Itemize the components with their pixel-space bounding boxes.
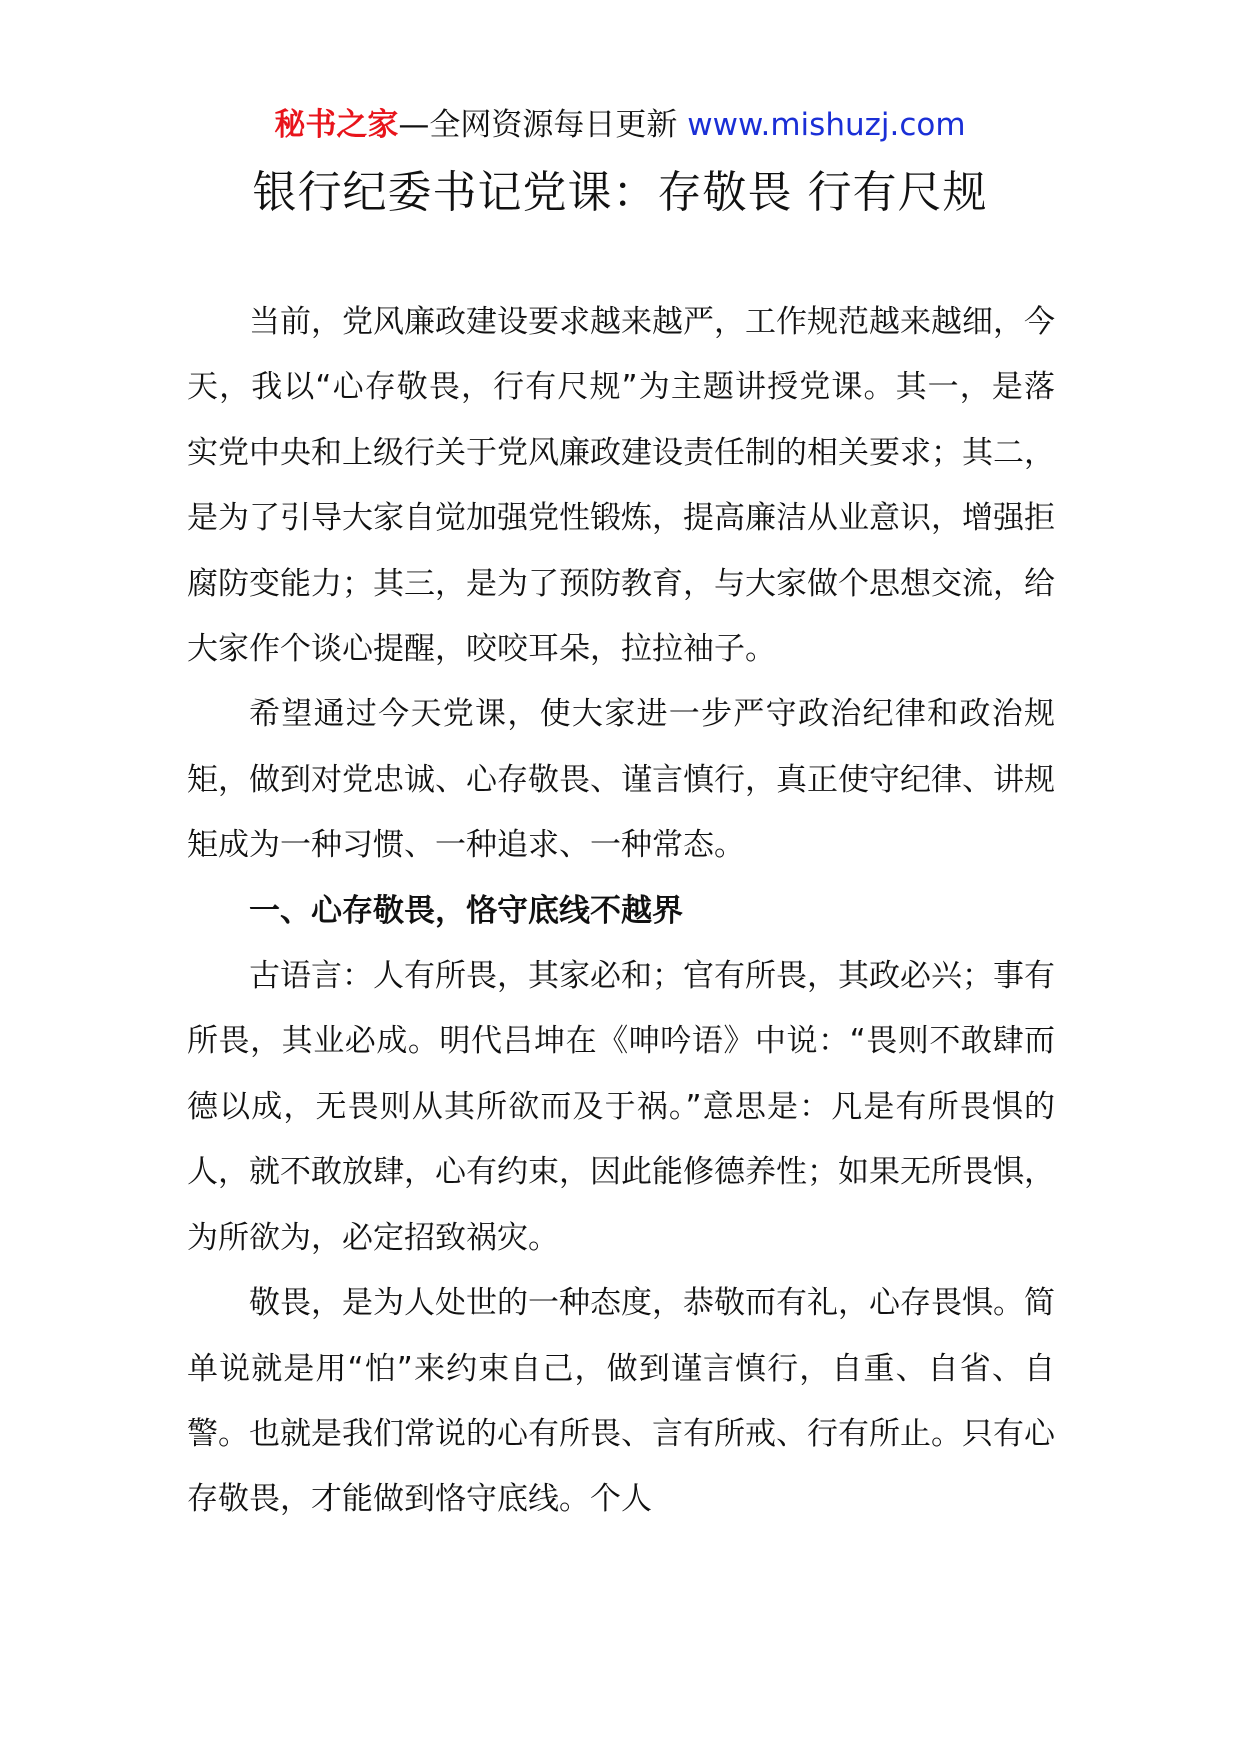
paragraph-reverence: 敬畏，是为人处世的一种态度，恭敬而有礼，心存畏惧。简单说就是用“怕”来约束自己，做到谨言慎行，自重、自省、自警。也就是我们常说的心有所畏、言有所戒、行有所止。只有心存敬畏，才能做到恪守底线。个人 xyxy=(187,1285,1055,1518)
paragraph-intro: 当前，党风廉政建设要求越来越严，工作规范越来越细，今天，我以“心存敬畏，行有尺规”为主题讲授党课。其一，是落实党中央和上级行关于党风廉政建设责任制的相关要求；其二，是为了引导大家自觉加强党性锻炼，提高廉洁从业意识，增强拒腐防变能力；其三，是为了预防教育，与大家做个思想交流，给大家作个谈心提醒，咬咬耳朵，拉拉袖子。 xyxy=(187,304,1055,668)
section-heading-1: 一、心存敬畏，恪守底线不越界 xyxy=(249,892,683,929)
site-header xyxy=(0,103,1240,147)
brand-name: 秘书之家 xyxy=(274,107,399,143)
paragraph-hope: 希望通过今天党课，使大家进一步严守政治纪律和政治规矩，做到对党忠诚、心存敬畏、谨言慎行，真正使守纪律、讲规矩成为一种习惯、一种追求、一种常态。 xyxy=(187,696,1055,864)
paragraph-ancient-saying: 古语言：人有所畏，其家必和；官有所畏，其政必兴；事有所畏，其业必成。明代吕坤在《呻吟语》中说：“畏则不敢肆而德以成，无畏则从其所欲而及于祸。”意思是：凡是有所畏惧的人，就不敢放肆，心有约束，因此能修德养性；如果无所畏惧，为所欲为，必定招致祸灾。 xyxy=(187,958,1055,1256)
header-slogan: —全网资源每日更新 xyxy=(398,107,678,143)
document-title: 银行纪委书记党课：存敬畏 行有尺规 xyxy=(252,167,988,218)
site-url-link[interactable]: www.mishuzj.com xyxy=(687,107,966,143)
document-body xyxy=(187,290,1055,1533)
